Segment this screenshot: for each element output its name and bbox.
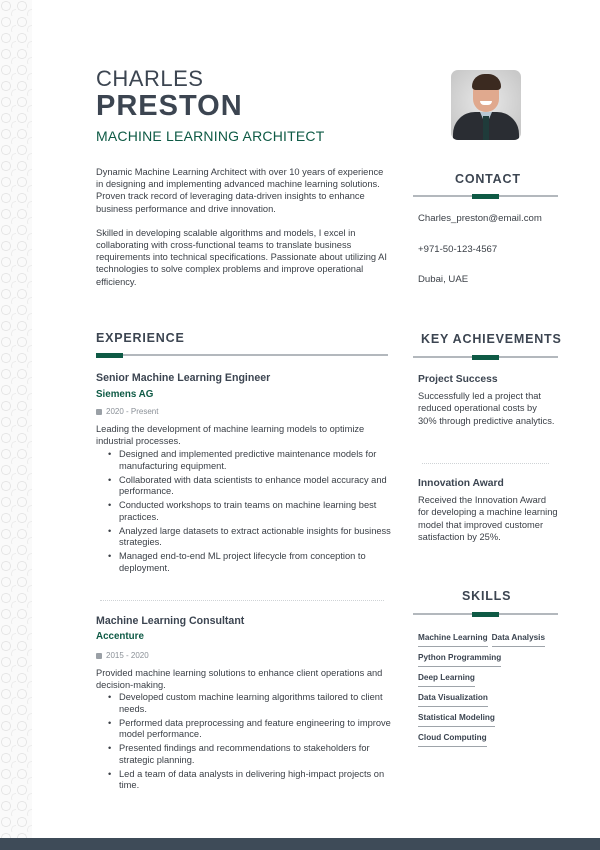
skill-tag: Machine Learning <box>418 632 488 647</box>
job-bullets <box>108 692 392 794</box>
contact-phone[interactable]: +971-50-123-4567 <box>418 244 498 255</box>
skill-tag: Python Programming <box>418 652 501 667</box>
skill-tag: Data Visualization <box>418 692 488 707</box>
job-dates <box>96 651 149 660</box>
job-bullets <box>108 449 392 577</box>
achievement-title: Innovation Award <box>418 478 504 489</box>
achievement-separator <box>422 463 549 464</box>
contact-divider-accent <box>472 194 499 199</box>
experience-divider-accent <box>96 353 123 358</box>
job-dates <box>96 407 158 416</box>
job-role: Senior Machine Learning Engineer <box>96 372 271 384</box>
contact-email[interactable]: Charles_preston@email.com <box>418 213 542 224</box>
photo-hair <box>472 74 501 90</box>
achievement-title: Project Success <box>418 374 498 385</box>
skill-tag: Deep Learning <box>418 672 475 687</box>
photo-tie <box>483 116 489 140</box>
job-bullet: • Conducted workshops to train teams on machine learning best practices. <box>108 500 392 523</box>
job-company: Accenture <box>96 631 144 642</box>
job-dates-text: 2020 - Present <box>106 407 159 416</box>
skills-heading: SKILLS <box>462 589 512 603</box>
contact-location: Dubai, UAE <box>418 274 469 285</box>
summary <box>96 166 392 288</box>
decorative-pattern-strip <box>0 0 32 838</box>
first-name: CHARLES <box>96 66 204 91</box>
calendar-icon <box>96 409 102 415</box>
job-separator <box>100 600 384 601</box>
footer-bar <box>0 838 600 850</box>
job-bullet: • Led a team of data analysts in delivering high-impact projects on time. <box>108 769 392 792</box>
summary-paragraph: Dynamic Machine Learning Architect with over 10 years of experience in designing and implementing advanced machine learning solutions. Proven track record of leveraging data-driven insights to enhance business performance and drive innovation. <box>96 167 384 214</box>
skills-list <box>418 632 558 747</box>
achievements-divider-accent <box>472 355 499 360</box>
job-bullet: • Analyzed large datasets to extract actionable insights for business strategies. <box>108 526 392 549</box>
last-name: PRESTON <box>96 90 243 122</box>
job-bullet: • Designed and implemented predictive maintenance models for manufacturing equipment. <box>108 449 392 472</box>
skill-tag: Cloud Computing <box>418 732 487 747</box>
contact-heading: CONTACT <box>455 172 521 186</box>
job-dates-text: 2015 - 2020 <box>106 651 149 660</box>
job-description: Leading the development of machine learning models to optimize industrial processes. <box>96 424 365 446</box>
job-company: Siemens AG <box>96 389 154 400</box>
calendar-icon <box>96 653 102 659</box>
summary-paragraph: Skilled in developing scalable algorithms and models, I excel in collaborating with cross-functional teams to translate business requirements into technical specifications. Passionate about utilizing AI technologies to solve complex problems and improve operational efficiency. <box>96 227 387 287</box>
job-bullet: • Performed data preprocessing and feature engineering to improve model performance. <box>108 718 392 741</box>
job-title: MACHINE LEARNING ARCHITECT <box>96 128 325 144</box>
job-bullet: • Collaborated with data scientists to enhance model accuracy and performance. <box>108 475 392 498</box>
profile-photo <box>451 70 521 140</box>
skill-tag: Statistical Modeling <box>418 712 495 727</box>
skills-divider-accent <box>472 612 499 617</box>
job-description: Provided machine learning solutions to enhance client operations and decision-making. <box>96 668 383 690</box>
job-bullet: • Developed custom machine learning algorithms tailored to client needs. <box>108 692 392 715</box>
job-bullet: • Managed end-to-end ML project lifecycle from conception to deployment. <box>108 551 392 574</box>
skill-tag: Data Analysis <box>492 632 545 647</box>
job-bullet: • Presented findings and recommendations to stakeholders for strategic planning. <box>108 743 392 766</box>
job-role: Machine Learning Consultant <box>96 615 245 627</box>
achievements-heading: KEY ACHIEVEMENTS <box>421 332 562 346</box>
achievement-description: Received the Innovation Award for developing a machine learning model that improved customer satisfaction by 25%. <box>418 495 558 542</box>
achievement-description: Successfully led a project that reduced operational costs by 30% through predictive analytics. <box>418 391 555 426</box>
experience-heading: EXPERIENCE <box>96 331 185 345</box>
experience-divider <box>96 354 388 356</box>
